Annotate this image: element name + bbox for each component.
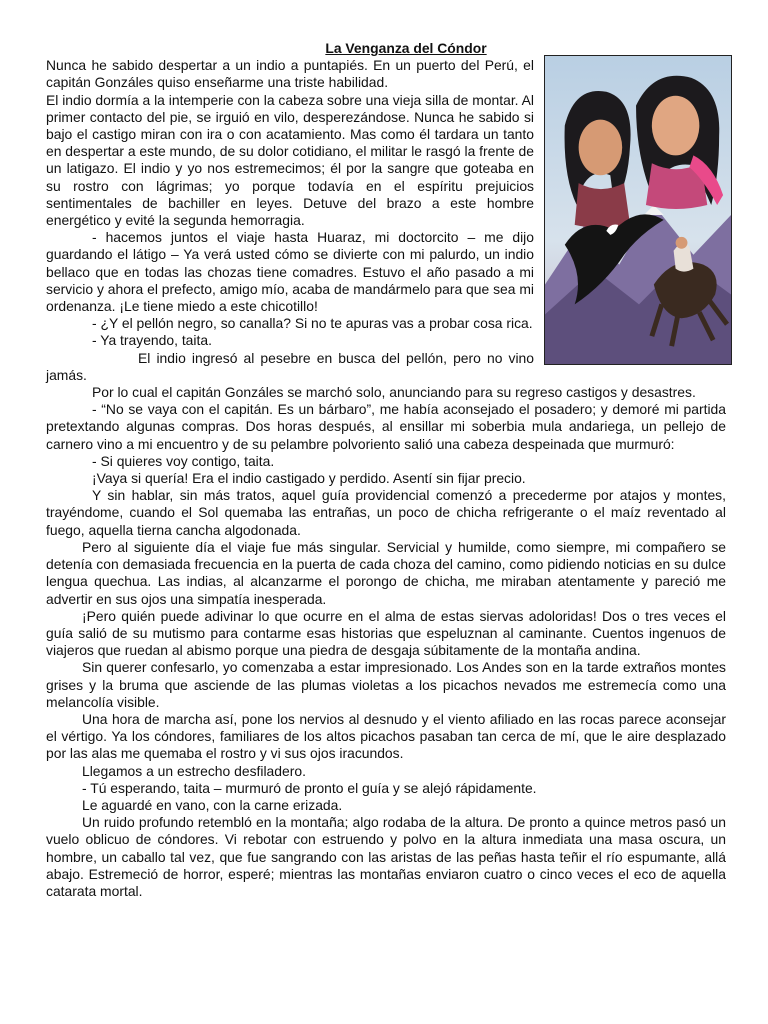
story-paragraph: Le aguardé en vano, con la carne erizada. bbox=[82, 796, 343, 813]
story-paragraph: - “No se vaya con el capitán. Es un bárbaro”, me había aconsejado el posadero; y demoré mi partida pretextando algunas compras. Dos horas después, al ensillar mi soberbia mula andariega, un pellejo de carnero vino a mi encuentro y de su pelambre polvoriento salió una cabeza despeinada que murmuró: bbox=[46, 401, 726, 452]
story-paragraph: El indio ingresó al pesebre en busca del pellón, pero no vino jamás. bbox=[46, 349, 534, 383]
story-paragraph: - ¿Y el pellón negro, so canalla? Si no te apuras vas a probar cosa rica. bbox=[92, 315, 533, 332]
story-paragraph: Pero al siguiente día el viaje fue más singular. Servicial y humilde, como siempre, mi compañero se detenía con demasiada frecuencia en la puerta de cada choza del camino, como pidiendo noticias en su dulce lengua quechua. Las indias, al alcanzarme el porongo de chicha, me miraban atentamente y pareció me advertir en sus ojos una simpatía inesperada. bbox=[46, 538, 726, 607]
illustration-icon bbox=[545, 56, 731, 364]
story-paragraph: El indio dormía a la intemperie con la cabeza sobre una vieja silla de montar. Al primer contacto del pie, se irguió en vilo, desperezándose. Nunca he sabido si bajo el castigo miran con ira o con acatamiento. Mas como él tardara un tanto en despertar a este mundo, de su dolor cotidiano, el militar le rasgó la frente de un latigazo. El indio y yo nos estremecimos; él por la sangre que goteaba en su rostro con lágrimas; yo porque todavía en el espíritu prejuicios sentimentales de bachiller en leyes. Detuve del brazo a este hombre energético y evité la segunda hemorragia. bbox=[46, 91, 534, 229]
story-paragraph: Sin querer confesarlo, yo comenzaba a estar impresionado. Los Andes son en la tarde extraños montes grises y la bruma que asciende de las plumas violetas a los picachos nevados me estremecía como una melancolía visible. bbox=[46, 659, 726, 710]
story-paragraph: - Si quieres voy contigo, taita. bbox=[92, 452, 275, 469]
story-title: La Venganza del Cóndor bbox=[325, 40, 487, 56]
story-paragraph: Por lo cual el capitán Gonzáles se marchó solo, anunciando para su regreso castigos y desastres. bbox=[92, 384, 696, 401]
story-paragraph: ¡Vaya si quería! Era el indio castigado y perdido. Asentí sin fijar precio. bbox=[92, 470, 526, 487]
story-paragraph: Nunca he sabido despertar a un indio a puntapiés. En un puerto del Perú, el capitán Gonzáles quiso enseñarme una triste habilidad. bbox=[46, 57, 534, 91]
story-paragraph: - hacemos juntos el viaje hasta Huaraz, mi doctorcito – me dijo guardando el látigo – Ya verá usted cómo se divierte con mi palurdo, un indio bellaco que en todas las chozas tiene comadres. Estuvo el año pasado a mi servicio y ahora el prefecto, amigo mío, acaba de mandármelo para que sea mi ordenanza. ¡Le tiene miedo a este chicotillo! bbox=[46, 229, 534, 315]
story-document bbox=[46, 40, 726, 900]
story-illustration bbox=[544, 55, 732, 365]
story-paragraph: - Ya trayendo, taita. bbox=[92, 332, 212, 349]
story-paragraph: ¡Pero quién puede adivinar lo que ocurre en el alma de estas siervas adoloridas! Dos o tres veces el guía salió de su mutismo para contarme esas historias que espeluznan al caminante. Cuentos ingenuos de viajeros que ruedan al abismo porque una piedra de desgaja súbitamente de la montaña andina. bbox=[46, 607, 726, 659]
story-paragraph: Llegamos a un estrecho desfiladero. bbox=[82, 762, 306, 779]
story-paragraph: Una hora de marcha así, pone los nervios al desnudo y el viento afiliado en las rocas parece aconsejar el vértigo. Ya los cóndores, familiares de los altos picachos pasaban tan cerca de mí, que le aire desplazado por las alas me quemaba el rostro y vi sus ojos iracundos. bbox=[46, 710, 726, 762]
story-paragraph: - Tú esperando, taita – murmuró de pronto el guía y se alejó rápidamente. bbox=[82, 779, 537, 796]
story-paragraph: Un ruido profundo retembló en la montaña; algo rodaba de la altura. De pronto a quince metros pasó un vuelo oblicuo de cóndores. Vi rebotar con estruendo y polvo en la altura inmediata una masa oscura, un hombre, un caballo tal vez, que fue sangrando con las aristas de las peñas hasta teñir el río espumante, allá abajo. Estremeció de horror, esperé; mientras las montañas enviaron cuatro o cinco veces el eco de aquella catarata mortal. bbox=[46, 814, 726, 899]
story-paragraph: Y sin hablar, sin más tratos, aquel guía providencial comenzó a precederme por atajos y montes, trayéndome, cuando el Sol quemaba las entrañas, un poco de chicha refrigerante o el maíz reventado al fuego, aquella tierna cancha algodonada. bbox=[46, 487, 726, 538]
